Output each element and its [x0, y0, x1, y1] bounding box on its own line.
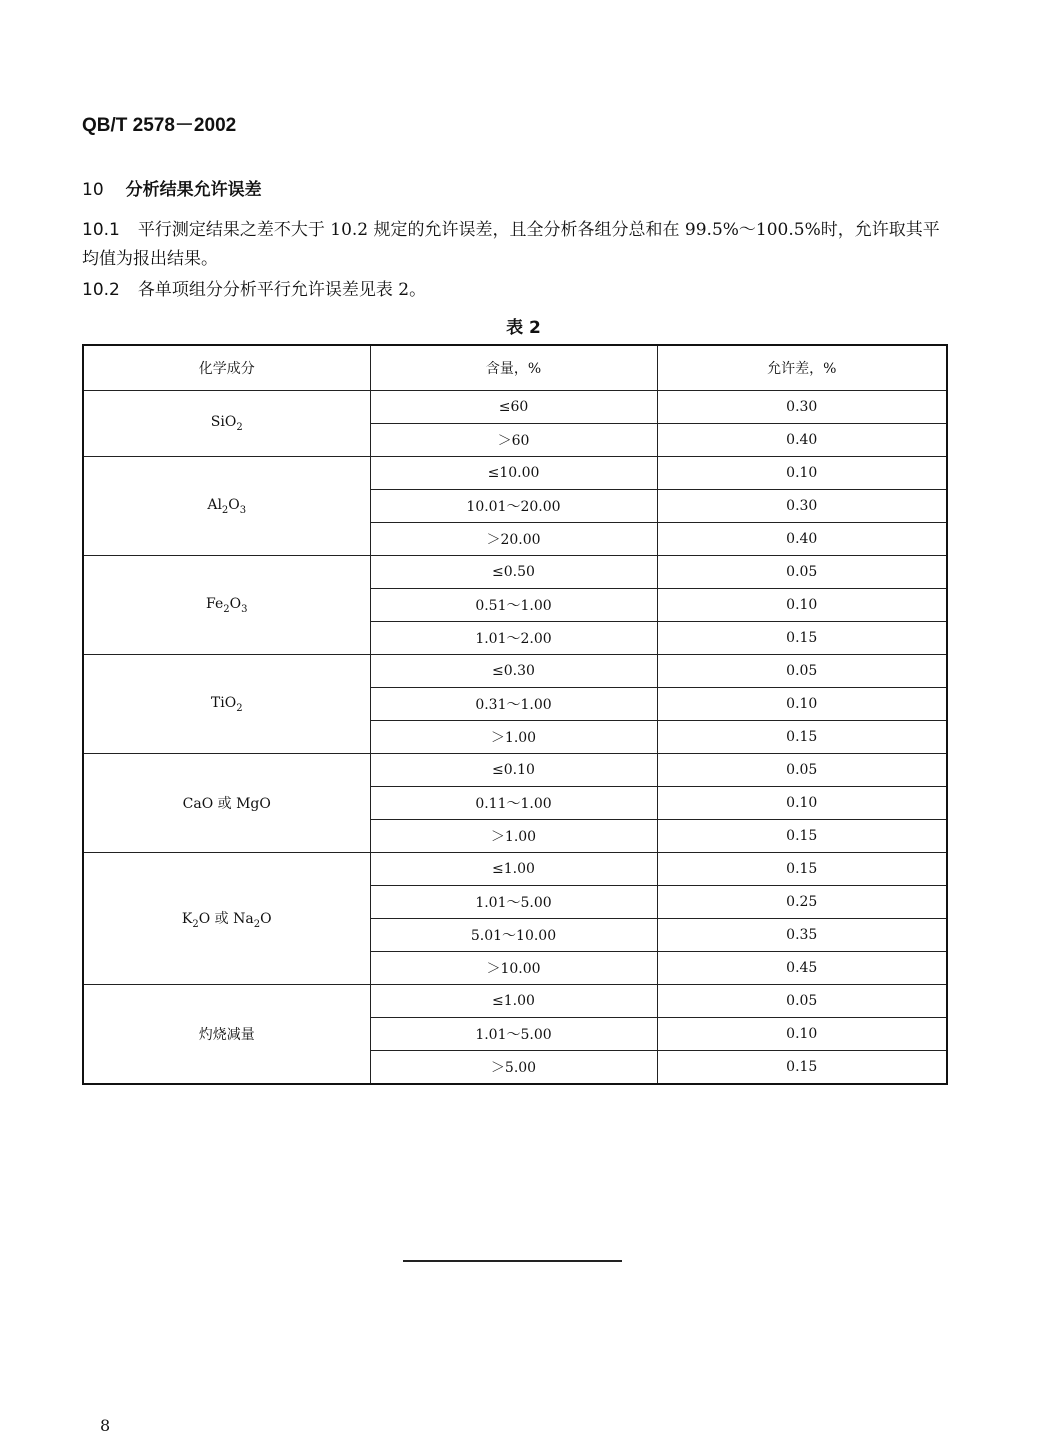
content-cell: ＞5.00 [370, 1051, 657, 1085]
page-number: 8 [100, 1416, 111, 1435]
content-cell: 1.01～5.00 [370, 1018, 657, 1051]
component-cell [83, 457, 370, 556]
clause-10-2 [82, 276, 952, 305]
component-suffix: O [229, 595, 242, 612]
content-cell: ≤1.00 [370, 985, 657, 1018]
component-component: SiO [210, 414, 237, 431]
component-sub: 2 [236, 702, 243, 714]
content-cell: ＞60 [370, 424, 657, 457]
table-caption: 表 2 [506, 318, 541, 338]
component-component: TiO [210, 694, 237, 711]
content-cell: 1.01～5.00 [370, 886, 657, 919]
component-sub2: 2 [253, 918, 261, 930]
tolerance-cell: 0.05 [657, 556, 947, 589]
section-number: 10 [82, 180, 104, 200]
component-component: K [181, 910, 193, 927]
tolerance-cell: 0.15 [657, 721, 947, 754]
clause-number: 10.2 [82, 280, 120, 300]
component-component: 灼烧减量 [198, 1027, 255, 1043]
component-cell [83, 556, 370, 655]
component-cell [83, 985, 370, 1085]
component-sub2: 3 [239, 504, 247, 516]
content-cell: ≤0.30 [370, 655, 657, 688]
tolerance-cell: 0.25 [657, 886, 947, 919]
clause-number: 10.1 [82, 220, 120, 240]
content-cell: 0.11～1.00 [370, 787, 657, 820]
tolerance-cell: 0.10 [657, 787, 947, 820]
content-cell: ＞1.00 [370, 721, 657, 754]
tolerance-cell: 0.30 [657, 391, 947, 424]
content-cell: 0.51～1.00 [370, 589, 657, 622]
tolerance-cell: 0.10 [657, 457, 947, 490]
table-row [83, 457, 947, 490]
content-cell: ＞10.00 [370, 952, 657, 985]
table-body [83, 391, 947, 1085]
component-sub: 2 [236, 421, 243, 433]
content-cell: 5.01～10.00 [370, 919, 657, 952]
tolerance-cell: 0.45 [657, 952, 947, 985]
standard-code: QB/T 2578－2002 [82, 115, 237, 136]
section-title: 分析结果允许误差 [125, 180, 262, 200]
content-cell: 10.01～20.00 [370, 490, 657, 523]
clause-10-1 [82, 216, 952, 274]
table-row [83, 556, 947, 589]
tolerance-cell: 0.05 [657, 985, 947, 1018]
table-row [83, 655, 947, 688]
tolerance-cell: 0.10 [657, 688, 947, 721]
content-cell: 0.31～1.00 [370, 688, 657, 721]
component-component: Fe [206, 595, 224, 612]
tolerance-cell: 0.15 [657, 820, 947, 853]
component-sub2: 3 [241, 603, 248, 615]
header-content: 含量，% [370, 345, 657, 391]
table-row [83, 985, 947, 1018]
clause-text: 平行测定结果之差不大于 10.2 规定的允许误差，且全分析各组分总和在 99.5%～100.5%时，允许取其平均值为报出结果。 [82, 220, 940, 269]
tolerance-cell: 0.05 [657, 655, 947, 688]
table-row [83, 391, 947, 424]
tolerance-table [82, 344, 948, 1085]
component-sub: 2 [223, 603, 230, 615]
header-component: 化学成分 [83, 345, 370, 391]
component-component: CaO 或 MgO [182, 796, 271, 812]
tolerance-cell: 0.10 [657, 589, 947, 622]
clause-text: 各单项组分分析平行允许误差见表 2。 [137, 280, 427, 300]
component-cell [83, 754, 370, 853]
content-cell: ≤0.10 [370, 754, 657, 787]
content-cell: ≤0.50 [370, 556, 657, 589]
component-suffix2: O [260, 910, 272, 927]
component-sub: 2 [192, 918, 199, 930]
tolerance-cell: 0.15 [657, 1051, 947, 1085]
tolerance-cell: 0.15 [657, 622, 947, 655]
table-row [83, 853, 947, 886]
content-cell: 1.01～2.00 [370, 622, 657, 655]
component-suffix: O [228, 496, 240, 513]
table-header-row [83, 345, 947, 391]
component-suffix: O 或 Na [198, 910, 254, 927]
content-cell: ≤60 [370, 391, 657, 424]
content-cell: ≤10.00 [370, 457, 657, 490]
tolerance-cell: 0.10 [657, 1018, 947, 1051]
component-cell [83, 391, 370, 457]
tolerance-cell: 0.05 [657, 754, 947, 787]
header-tolerance: 允许差，% [657, 345, 947, 391]
component-cell [83, 853, 370, 985]
end-rule [403, 1260, 622, 1262]
tolerance-cell: 0.15 [657, 853, 947, 886]
tolerance-cell: 0.40 [657, 523, 947, 556]
content-cell: ＞1.00 [370, 820, 657, 853]
component-cell [83, 655, 370, 754]
tolerance-cell: 0.40 [657, 424, 947, 457]
component-component: Al [207, 496, 222, 513]
content-cell: ＞20.00 [370, 523, 657, 556]
section-heading [82, 175, 262, 200]
table-row [83, 754, 947, 787]
component-sub: 2 [221, 504, 229, 516]
tolerance-cell: 0.35 [657, 919, 947, 952]
tolerance-cell: 0.30 [657, 490, 947, 523]
content-cell: ≤1.00 [370, 853, 657, 886]
